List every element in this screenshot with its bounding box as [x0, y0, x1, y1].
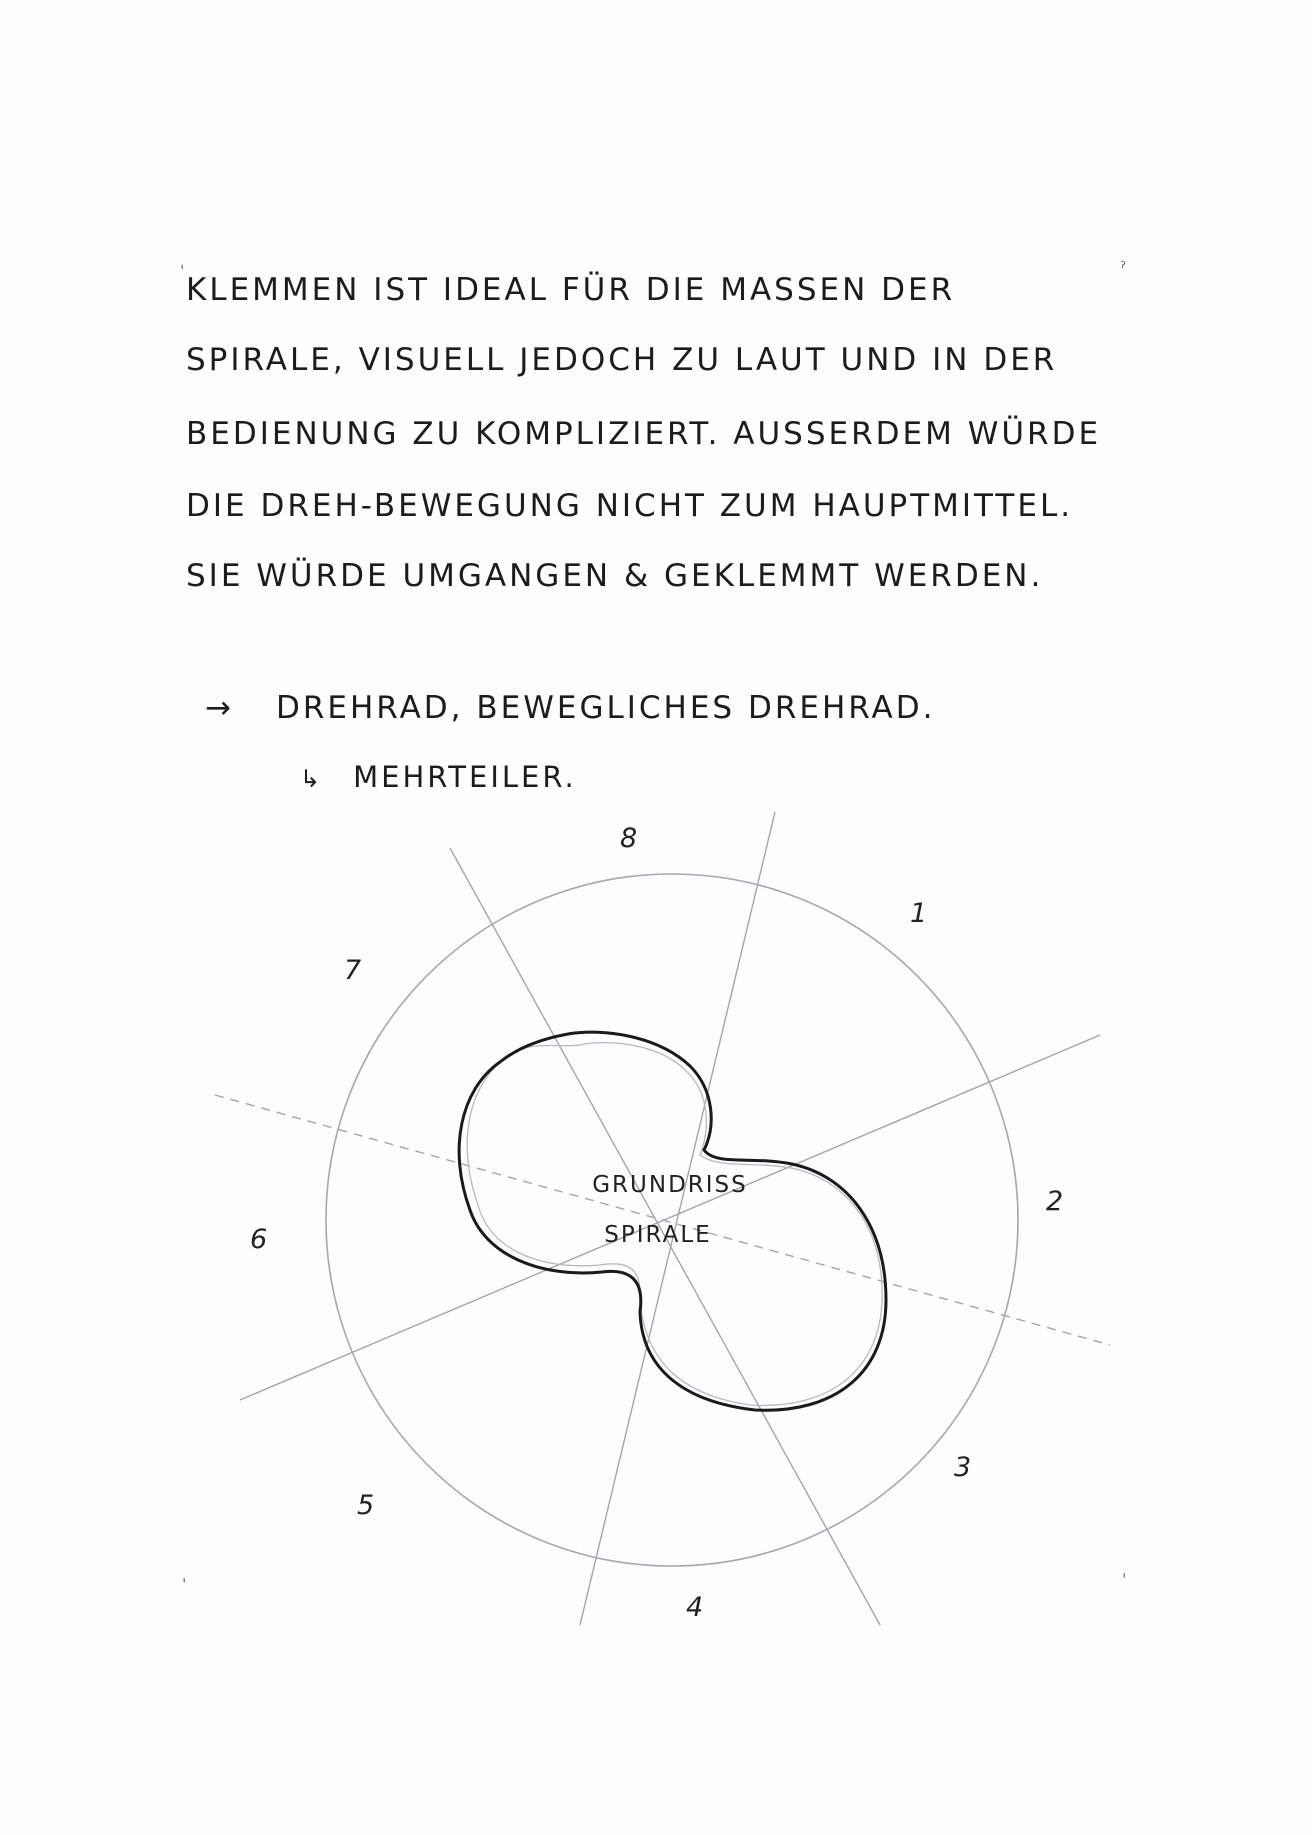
- corner-mark-top-left: ˈ: [180, 262, 185, 281]
- segment-label-7: 7: [344, 955, 362, 986]
- center-label-line-1: GRUNDRISS: [592, 1172, 748, 1198]
- corner-mark-bottom-right: ˌ: [1122, 1560, 1127, 1579]
- segment-label-4: 4: [686, 1592, 704, 1623]
- corner-mark-bottom-left: ˌ: [182, 1565, 187, 1584]
- note-line-4: DIE DREH-BEWEGUNG NICHT ZUM HAUPTMITTEL.: [186, 488, 1074, 524]
- segment-label-5: 5: [357, 1490, 375, 1521]
- sub-conclusion-line: [300, 760, 577, 794]
- divider-line-3: [240, 1035, 1100, 1400]
- note-line-5: SIE WÜRDE UMGANGEN & GEKLEMMT WERDEN.: [186, 558, 1044, 594]
- divider-line-2: [580, 812, 775, 1625]
- corner-mark-top-right: ˀ: [1120, 258, 1126, 277]
- note-line-2: SPIRALE, VISUELL JEDOCH ZU LAUT UND IN DER: [186, 342, 1058, 378]
- note-line-1: KLEMMEN IST IDEAL FÜR DIE MASSEN DER: [186, 272, 956, 308]
- sub-conclusion-text: MEHRTEILER.: [353, 760, 577, 794]
- center-label-line-2: SPIRALE: [604, 1222, 712, 1248]
- segment-label-6: 6: [250, 1224, 268, 1255]
- conclusion-text: DREHRAD, BEWEGLICHES DREHRAD.: [275, 690, 936, 726]
- conclusion-line: [205, 690, 936, 726]
- note-line-3: BEDIENUNG ZU KOMPLIZIERT. AUSSERDEM WÜRDE: [186, 416, 1102, 452]
- arrow-right-icon: →: [205, 690, 234, 726]
- segment-label-3: 3: [954, 1452, 972, 1483]
- divider-line-4: [215, 1095, 1110, 1345]
- outer-circle: [326, 874, 1018, 1566]
- segment-label-8: 8: [620, 823, 638, 854]
- segment-label-1: 1: [910, 898, 928, 929]
- segment-label-2: 2: [1046, 1186, 1064, 1217]
- arrow-down-right-icon: ↳: [300, 765, 324, 793]
